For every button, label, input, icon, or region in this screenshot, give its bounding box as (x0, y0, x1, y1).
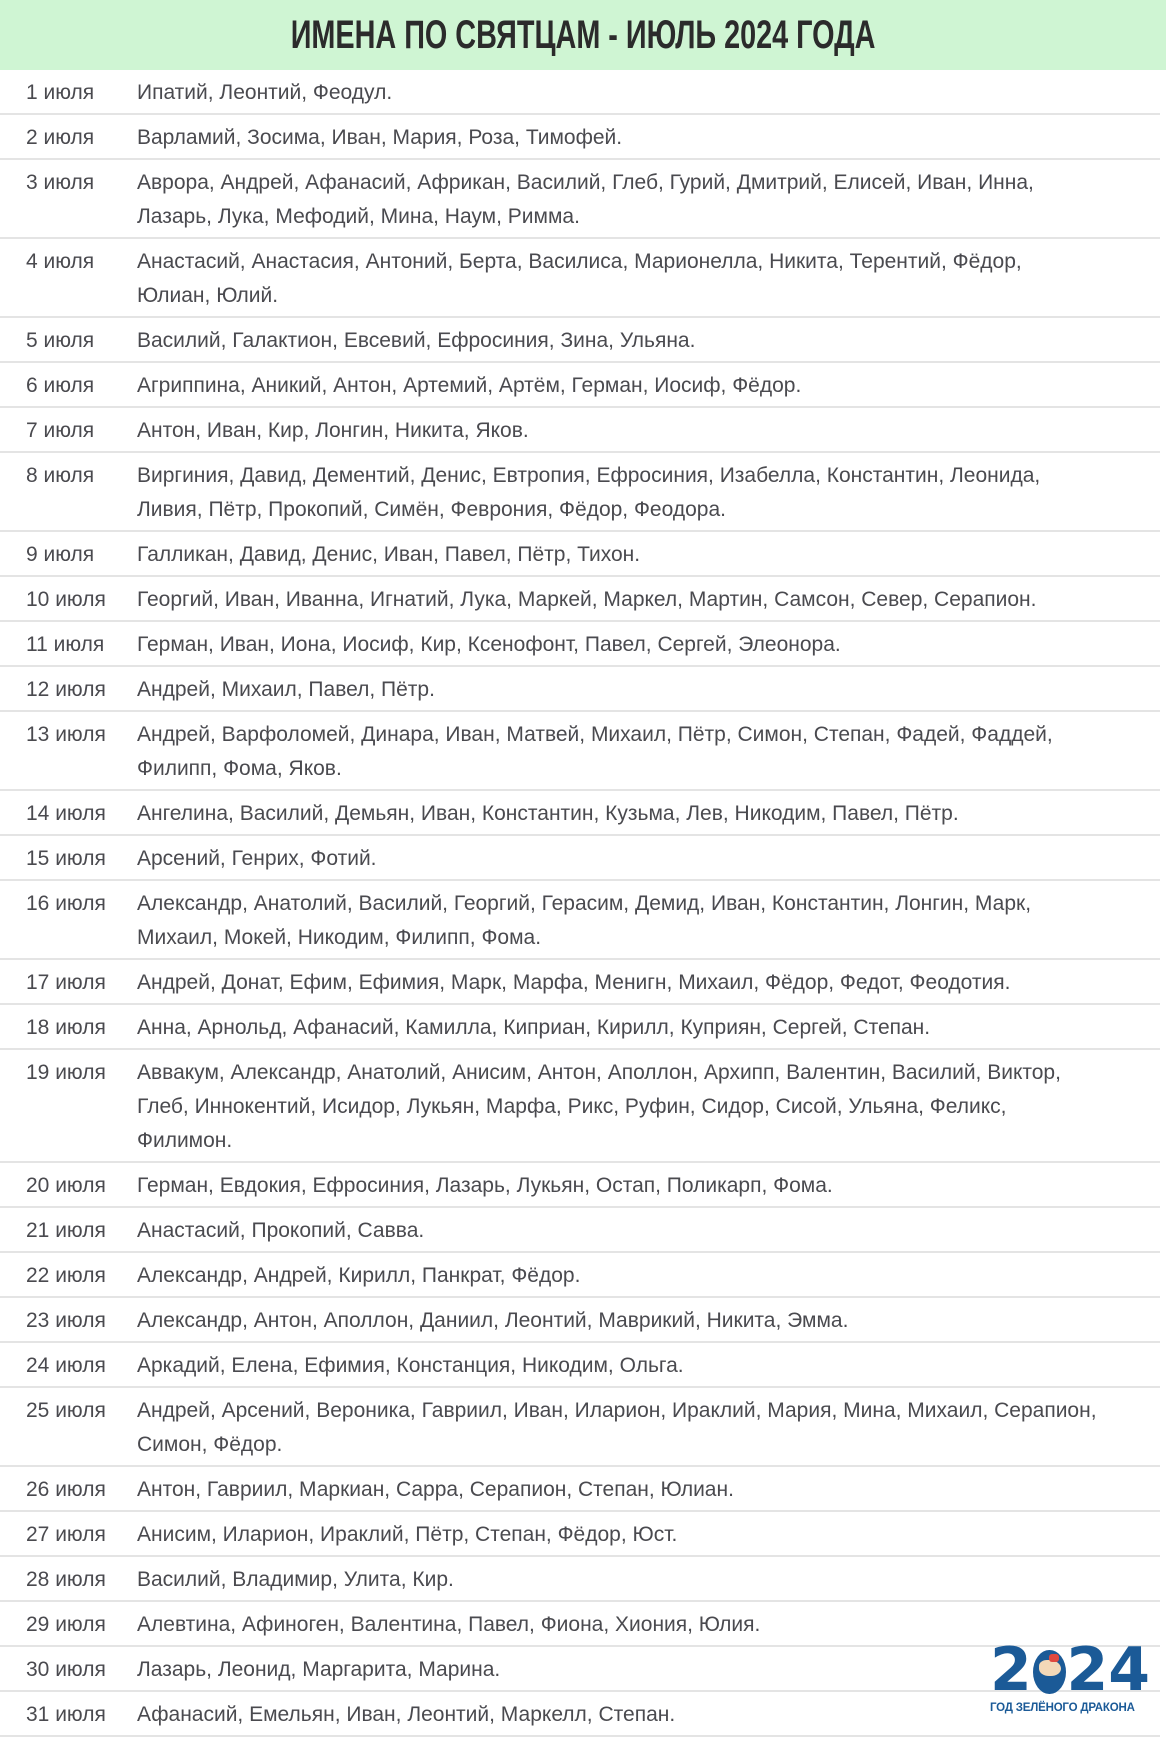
table-row (0, 1512, 1160, 1557)
table-row (0, 1208, 1160, 1253)
names-line: Арсений, Генрих, Фотий. (137, 847, 377, 870)
row-date: 27 июля (26, 1523, 106, 1546)
row-date: 16 июля (26, 892, 106, 915)
row-date: 13 июля (26, 723, 106, 746)
row-names (137, 1298, 1160, 1341)
names-line: Андрей, Донат, Ефим, Ефимия, Марк, Марфа, Менигн, Михаил, Фёдор, Федот, Феодотия. (137, 971, 1011, 994)
names-line: Алевтина, Афиноген, Валентина, Павел, Фиона, Хиония, Юлия. (137, 1613, 761, 1636)
table-row (0, 1692, 1160, 1737)
names-line: Аркадий, Елена, Ефимия, Констанция, Никодим, Ольга. (137, 1354, 684, 1377)
row-names (137, 1253, 1160, 1296)
names-line: Ипатий, Леонтий, Феодул. (137, 81, 393, 104)
names-line: Александр, Андрей, Кирилл, Панкрат, Фёдор. (137, 1264, 581, 1287)
row-date: 8 июля (26, 464, 95, 487)
table-row (0, 881, 1160, 960)
year-logo (990, 1635, 1150, 1724)
row-names (137, 239, 1160, 316)
row-date: 23 июля (26, 1309, 106, 1332)
row-names (137, 622, 1160, 665)
table-row (0, 1647, 1160, 1692)
table-row (0, 408, 1160, 453)
names-line: Антон, Иван, Кир, Лонгин, Никита, Яков. (137, 419, 529, 442)
table-row (0, 1163, 1160, 1208)
names-table (0, 70, 1160, 1737)
names-line: Аввакум, Александр, Анатолий, Анисим, Антон, Аполлон, Архипп, Валентин, Василий, Виктор, (137, 1061, 1061, 1084)
row-date: 4 июля (26, 250, 95, 273)
table-row (0, 577, 1160, 622)
names-line: Герман, Евдокия, Ефросиния, Лазарь, Лукьян, Остап, Поликарп, Фома. (137, 1174, 833, 1197)
row-names (137, 712, 1160, 789)
row-date: 9 июля (26, 543, 95, 566)
table-row (0, 1602, 1160, 1647)
names-line: Александр, Анатолий, Василий, Георгий, Герасим, Демид, Иван, Константин, Лонгин, Марк, (137, 892, 1032, 915)
row-names (137, 1163, 1160, 1206)
names-line: Филимон. (137, 1129, 233, 1152)
row-date: 31 июля (26, 1703, 106, 1726)
row-names (137, 70, 1160, 113)
names-line: Андрей, Михаил, Павел, Пётр. (137, 678, 435, 701)
row-names (137, 881, 1160, 958)
row-names (137, 408, 1160, 451)
names-line: Агриппина, Аникий, Антон, Артемий, Артём, Герман, Иосиф, Фёдор. (137, 374, 802, 397)
table-row (0, 363, 1160, 408)
names-line: Лазарь, Лука, Мефодий, Мина, Наум, Римма. (137, 205, 580, 228)
table-row (0, 667, 1160, 712)
names-line: Варламий, Зосима, Иван, Мария, Роза, Тимофей. (137, 126, 623, 149)
logo-digit: 2 (1066, 1635, 1109, 1705)
table-row (0, 239, 1160, 318)
row-date: 18 июля (26, 1016, 106, 1039)
table-row (0, 1343, 1160, 1388)
names-line: Юлиан, Юлий. (137, 284, 279, 307)
table-row (0, 70, 1160, 115)
names-line: Антон, Гавриил, Маркиан, Сарра, Серапион, Степан, Юлиан. (137, 1478, 734, 1501)
row-date: 14 июля (26, 802, 106, 825)
row-date: 11 июля (26, 633, 105, 656)
table-row (0, 622, 1160, 667)
table-row (0, 1253, 1160, 1298)
table-row (0, 318, 1160, 363)
names-line: Михаил, Мокей, Никодим, Филипп, Фома. (137, 926, 542, 949)
row-date: 3 июля (26, 171, 95, 194)
row-date: 26 июля (26, 1478, 106, 1501)
table-row (0, 1467, 1160, 1512)
table-row (0, 1298, 1160, 1343)
names-line: Лазарь, Леонид, Маргарита, Марина. (137, 1658, 501, 1681)
names-line: Анастасий, Анастасия, Антоний, Берта, Василиса, Марионелла, Никита, Терентий, Фёдор, (137, 250, 1022, 273)
row-date: 28 июля (26, 1568, 106, 1591)
dragon-icon (1033, 1650, 1066, 1694)
row-date: 1 июля (26, 81, 95, 104)
row-date: 29 июля (26, 1613, 106, 1636)
row-names (137, 1005, 1160, 1048)
names-line: Ливия, Пётр, Прокопий, Симён, Феврония, Фёдор, Феодора. (137, 498, 726, 521)
logo-digit: 2 (990, 1635, 1032, 1705)
row-date: 2 июля (26, 126, 95, 149)
names-line: Андрей, Варфоломей, Динара, Иван, Матвей, Михаил, Пётр, Симон, Степан, Фадей, Фаддей, (137, 723, 1053, 746)
names-line: Василий, Владимир, Улита, Кир. (137, 1568, 454, 1591)
table-row (0, 960, 1160, 1005)
logo-digit: 4 (1108, 1635, 1150, 1705)
names-line: Анастасий, Прокопий, Савва. (137, 1219, 425, 1242)
row-names (137, 1388, 1160, 1465)
page-header (0, 0, 1166, 70)
row-names (137, 318, 1160, 361)
row-names (137, 836, 1160, 879)
row-date: 25 июля (26, 1399, 106, 1422)
row-date: 17 июля (26, 971, 106, 994)
table-row (0, 1557, 1160, 1602)
row-names (137, 1557, 1160, 1600)
row-date: 30 июля (26, 1658, 106, 1681)
row-date: 10 июля (26, 588, 106, 611)
names-line: Аврора, Андрей, Афанасий, Африкан, Василий, Глеб, Гурий, Дмитрий, Елисей, Иван, Инна, (137, 171, 1034, 194)
table-row (0, 453, 1160, 532)
names-line: Андрей, Арсений, Вероника, Гавриил, Иван, Иларион, Ираклий, Мария, Мина, Михаил, Серапион, (137, 1399, 1097, 1422)
row-names (137, 960, 1160, 1003)
row-names (137, 667, 1160, 710)
table-row (0, 1388, 1160, 1467)
names-line: Анисим, Иларион, Ираклий, Пётр, Степан, Фёдор, Юст. (137, 1523, 678, 1546)
names-line: Филипп, Фома, Яков. (137, 757, 342, 780)
names-line: Галликан, Давид, Денис, Иван, Павел, Пётр, Тихон. (137, 543, 641, 566)
row-names (137, 453, 1160, 530)
table-row (0, 1050, 1160, 1163)
names-line: Симон, Фёдор. (137, 1433, 283, 1456)
row-names (137, 791, 1160, 834)
row-date: 15 июля (26, 847, 106, 870)
names-line: Георгий, Иван, Иванна, Игнатий, Лука, Маркей, Маркел, Мартин, Самсон, Север, Серапион. (137, 588, 1037, 611)
row-names (137, 532, 1160, 575)
row-names (137, 1050, 1160, 1161)
row-date: 20 июля (26, 1174, 106, 1197)
names-line: Виргиния, Давид, Дементий, Денис, Евтропия, Ефросиния, Изабелла, Константин, Леонида, (137, 464, 1041, 487)
page-title: ИМЕНА ПО СВЯТЦАМ - ИЮЛЬ 2024 ГОДА (290, 13, 876, 57)
table-row (0, 836, 1160, 881)
row-date: 21 июля (26, 1219, 106, 1242)
row-names (137, 1512, 1160, 1555)
table-row (0, 712, 1160, 791)
names-line: Ангелина, Василий, Демьян, Иван, Константин, Кузьма, Лев, Никодим, Павел, Пётр. (137, 802, 959, 825)
row-names (137, 1467, 1160, 1510)
row-date: 7 июля (26, 419, 95, 442)
table-row (0, 791, 1160, 836)
names-line: Александр, Антон, Аполлон, Даниил, Леонтий, Маврикий, Никита, Эмма. (137, 1309, 849, 1332)
names-line: Глеб, Иннокентий, Исидор, Лукьян, Марфа, Рикс, Руфин, Сидор, Сисой, Ульяна, Феликс, (137, 1095, 1007, 1118)
row-names (137, 115, 1160, 158)
names-line: Василий, Галактион, Евсевий, Ефросиния, Зина, Ульяна. (137, 329, 696, 352)
row-date: 6 июля (26, 374, 95, 397)
row-names (137, 363, 1160, 406)
table-row (0, 1005, 1160, 1050)
names-line: Афанасий, Емельян, Иван, Леонтий, Маркелл, Степан. (137, 1703, 676, 1726)
row-date: 12 июля (26, 678, 106, 701)
row-date: 22 июля (26, 1264, 106, 1287)
row-date: 19 июля (26, 1061, 106, 1084)
logo-caption: ГОД ЗЕЛЁНОГО ДРАКОНА (990, 1702, 1135, 1714)
row-names (137, 1208, 1160, 1251)
row-date: 24 июля (26, 1354, 106, 1377)
table-row (0, 160, 1160, 239)
row-names (137, 1343, 1160, 1386)
row-date: 5 июля (26, 329, 95, 352)
names-line: Анна, Арнольд, Афанасий, Камилла, Киприан, Кирилл, Куприян, Сергей, Степан. (137, 1016, 931, 1039)
table-row (0, 532, 1160, 577)
row-names (137, 577, 1160, 620)
logo-year (990, 1635, 1150, 1705)
names-line: Герман, Иван, Иона, Иосиф, Кир, Ксенофонт, Павел, Сергей, Элеонора. (137, 633, 841, 656)
row-names (137, 160, 1160, 237)
table-row (0, 115, 1160, 160)
